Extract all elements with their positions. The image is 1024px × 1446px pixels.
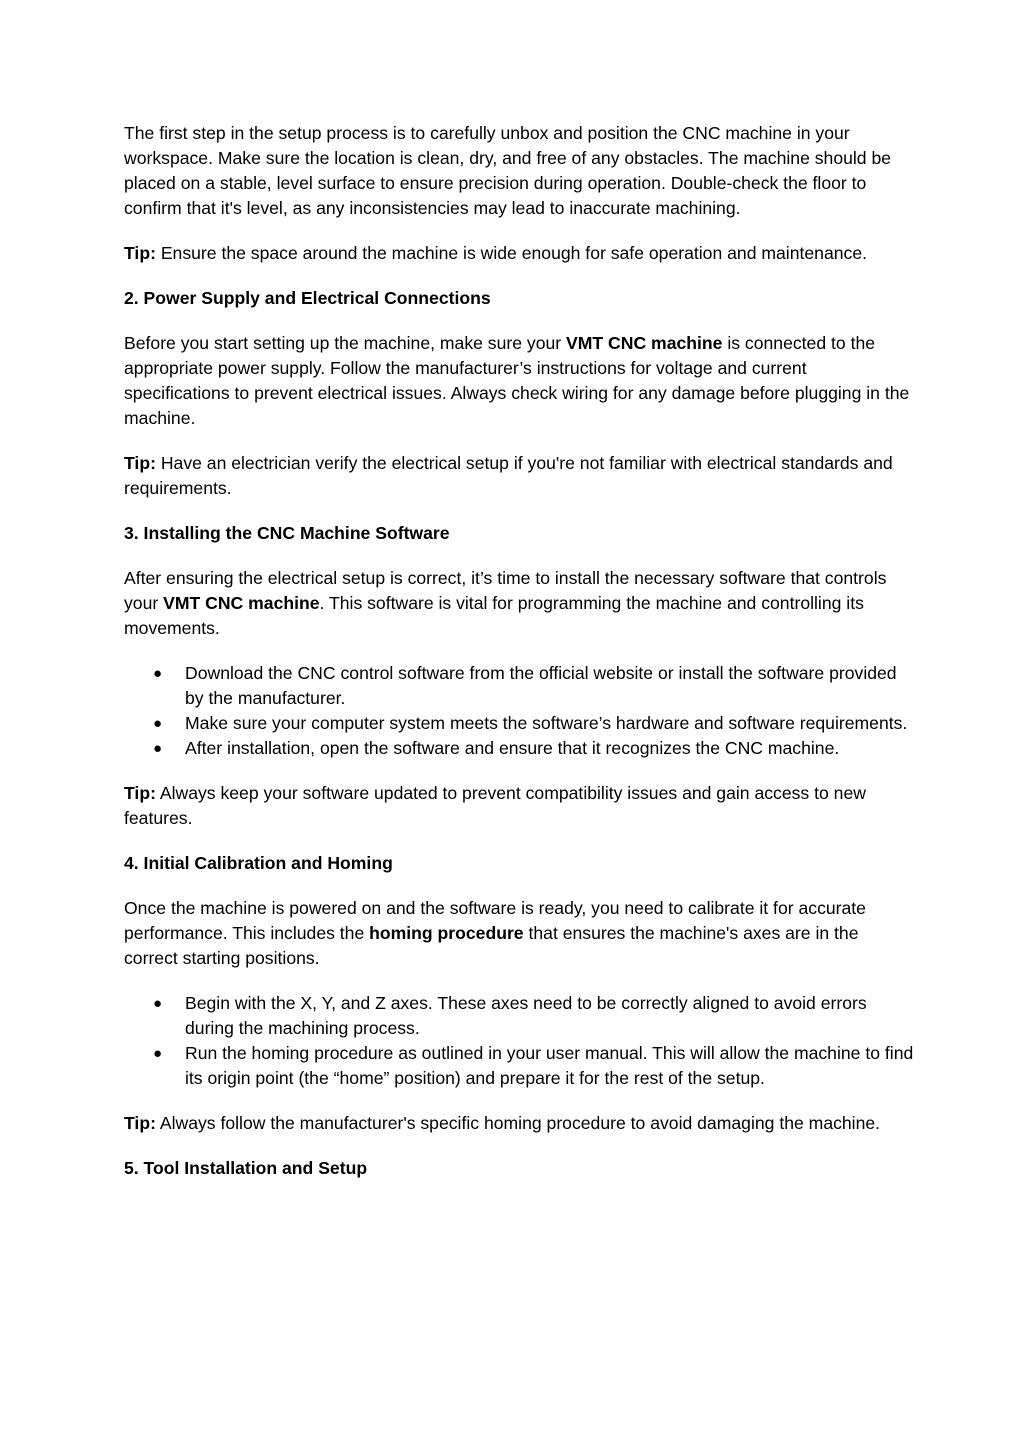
paragraph-text: is connected to the appropriate power supply. Follow the manufacturer’s instructions for voltage and current specifications to prevent electrical issues. Always check wiring for any damage before plugging in the machine. <box>124 333 910 428</box>
section3-heading: 3. Installing the CNC Machine Software <box>124 523 450 543</box>
tip-text: Have an electrician verify the electrical setup if you're not familiar with electrical standards and requirements. <box>124 453 893 498</box>
section5-heading: 5. Tool Installation and Setup <box>124 1158 368 1178</box>
section3-paragraph <box>124 566 914 641</box>
list-item <box>124 711 914 736</box>
section2-paragraph <box>124 331 914 431</box>
bullet-icon: ● <box>153 740 163 757</box>
tip-label: Tip: <box>124 453 156 473</box>
list-item-text: After installation, open the software and ensure that it recognizes the CNC machine. <box>185 738 840 758</box>
tip-text: Ensure the space around the machine is wide enough for safe operation and maintenance. <box>155 243 867 263</box>
list-item <box>124 1041 914 1091</box>
paragraph-text: that ensures the machine's axes are in the correct starting positions. <box>124 923 859 968</box>
bullet-icon: ● <box>153 715 163 732</box>
section4-heading: 4. Initial Calibration and Homing <box>124 853 393 873</box>
section3-bullet-list <box>124 661 914 761</box>
tip-label: Tip: <box>124 783 156 803</box>
section1-paragraph: The first step in the setup process is to carefully unbox and position the CNC machine in your workspace. Make sure the location is clean, dry, and free of any obstacles. The machine should be placed on a stable, level surface to ensure precision during operation. Double-check the floor to confirm that it's level, as any inconsistencies may lead to inaccurate machining. <box>124 123 892 218</box>
list-item-text: Begin with the X, Y, and Z axes. These axes need to be correctly aligned to avoid errors during the machining process. <box>185 993 867 1038</box>
section2-heading: 2. Power Supply and Electrical Connections <box>124 288 491 308</box>
paragraph-text: . This software is vital for programming the machine and controlling its movements. <box>124 593 864 638</box>
list-item-text: Run the homing procedure as outlined in your user manual. This will allow the machine to find its origin point (the “home” position) and prepare it for the rest of the setup. <box>185 1043 914 1088</box>
tip-text: Always keep your software updated to prevent compatibility issues and gain access to new features. <box>124 783 866 828</box>
paragraph-text: After ensuring the electrical setup is correct, it’s time to install the necessary software that controls your <box>124 568 887 613</box>
document-page <box>124 121 914 1201</box>
tip-label: Tip: <box>124 1113 156 1133</box>
bold-term: VMT CNC machine <box>163 593 320 613</box>
section4-paragraph <box>124 896 914 971</box>
paragraph-text: Before you start setting up the machine, make sure your <box>124 333 567 353</box>
bold-term: VMT CNC machine <box>566 333 723 353</box>
paragraph-text: Once the machine is powered on and the software is ready, you need to calibrate it for accurate performance. This includes the <box>124 898 866 943</box>
section3-tip <box>124 781 914 831</box>
section4-tip <box>124 1111 914 1136</box>
section2-tip <box>124 451 914 501</box>
bold-term: homing procedure <box>369 923 524 943</box>
list-item-text: Download the CNC control software from the official website or install the software provided by the manufacturer. <box>185 663 897 708</box>
tip-text: Always follow the manufacturer's specific homing procedure to avoid damaging the machine. <box>155 1113 881 1133</box>
list-item <box>124 661 914 711</box>
section4-bullet-list <box>124 991 914 1091</box>
list-item <box>124 991 914 1041</box>
bullet-icon: ● <box>153 995 163 1012</box>
list-item <box>124 736 914 761</box>
tip-label: Tip: <box>124 243 156 263</box>
list-item-text: Make sure your computer system meets the software’s hardware and software requirements. <box>185 713 908 733</box>
section1-tip <box>124 241 914 266</box>
bullet-icon: ● <box>153 1045 163 1062</box>
bullet-icon: ● <box>153 665 163 682</box>
